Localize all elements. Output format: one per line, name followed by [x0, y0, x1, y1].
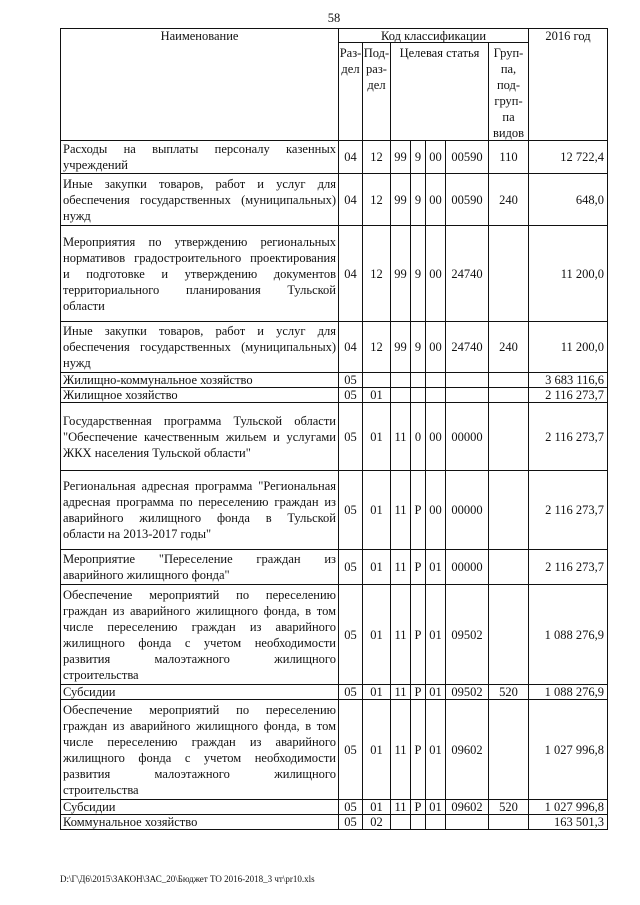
header-expense-type-line: под- — [496, 78, 521, 92]
section-code: 05 — [344, 800, 357, 814]
target-subprogram-code: Р — [414, 685, 422, 699]
section-code-cell — [339, 226, 363, 322]
row-name-cell — [61, 403, 339, 471]
header-expense-type-line: Груп- — [493, 46, 524, 60]
target-direction-code-cell — [446, 141, 489, 174]
target-direction-code-cell — [446, 685, 489, 700]
section-code-cell — [339, 585, 363, 685]
target-program-code: 99 — [394, 150, 407, 164]
target-subprogram-code: Р — [414, 742, 422, 757]
subsection-code: 01 — [370, 627, 383, 642]
section-code-cell — [339, 388, 363, 403]
target-program-code: 99 — [394, 192, 407, 207]
subsection-code-cell — [363, 550, 391, 585]
expense-type-code: 110 — [499, 150, 518, 164]
target-event-code-cell — [426, 141, 446, 174]
row-name-line: Мероприятие "Переселение граждан из — [63, 552, 336, 566]
amount-2016: 11 200,0 — [560, 266, 604, 281]
header-classification-code-cell — [339, 29, 529, 43]
header-name: Наименование — [160, 29, 239, 43]
row-name-cell — [61, 700, 339, 800]
row-name-line: Обеспечение мероприятий по переселению — [63, 702, 336, 717]
subsection-code: 01 — [370, 429, 383, 444]
target-program-code-cell — [391, 322, 411, 373]
target-subprogram-code-cell — [411, 373, 426, 388]
expense-type-code-cell — [489, 226, 529, 322]
amount-2016-cell — [529, 585, 608, 685]
section-code-cell — [339, 800, 363, 815]
target-event-code-cell — [426, 550, 446, 585]
header-target-article-cell — [391, 43, 489, 141]
row-name-line: "Обеспечение качественным жильем и услугами — [63, 429, 336, 444]
section-code-cell — [339, 174, 363, 226]
target-program-code: 11 — [394, 742, 407, 757]
section-code-cell — [339, 550, 363, 585]
row-name-line: строительства — [63, 667, 139, 682]
amount-2016-cell — [529, 700, 608, 800]
target-subprogram-code-cell — [411, 815, 426, 830]
target-program-code-cell — [391, 388, 411, 403]
expense-type-code: 240 — [499, 340, 518, 354]
target-direction-code-cell — [446, 403, 489, 471]
row-name-line: нужд — [63, 208, 91, 223]
section-code: 05 — [344, 742, 357, 757]
subsection-code: 01 — [370, 742, 383, 757]
amount-2016: 1 027 996,8 — [544, 800, 604, 814]
section-code-cell — [339, 322, 363, 373]
row-name-line: Мероприятия по утверждению региональных — [63, 234, 336, 249]
row-name-cell — [61, 388, 339, 403]
target-direction-code: 09602 — [451, 742, 483, 757]
file-path-footer: D:\Г\Д6\2015\ЗАКОН\ЗАС_20\Бюджет ТО 2016-2018_3 чт\pr10.xls — [60, 874, 315, 884]
target-program-code-cell — [391, 550, 411, 585]
row-name-line: адресная программа по переселению граждан из — [63, 495, 336, 509]
target-program-code-cell — [391, 700, 411, 800]
expense-type-code-cell — [489, 700, 529, 800]
subsection-code: 12 — [370, 266, 383, 281]
expense-type-code-cell — [489, 685, 529, 700]
section-code-cell — [339, 685, 363, 700]
row-name-line: нужд — [63, 356, 91, 370]
expense-type-code-cell — [489, 141, 529, 174]
target-event-code: 00 — [429, 150, 442, 164]
row-name-line: Региональная адресная программа "Региональная — [63, 479, 336, 493]
section-code-cell — [339, 403, 363, 471]
row-name-line: Иные закупки товаров, работ и услуг для — [63, 324, 336, 338]
subsection-code-cell — [363, 700, 391, 800]
row-name-line: граждан из аварийного жилищного фонда, в том — [63, 718, 336, 733]
subsection-code-cell — [363, 226, 391, 322]
target-event-code-cell — [426, 174, 446, 226]
amount-2016: 1 027 996,8 — [544, 742, 604, 757]
row-name-cell — [61, 471, 339, 550]
amount-2016-cell — [529, 226, 608, 322]
row-name-cell — [61, 141, 339, 174]
expense-type-code: 240 — [499, 192, 518, 207]
target-direction-code-cell — [446, 388, 489, 403]
target-program-code-cell — [391, 685, 411, 700]
row-name-cell — [61, 800, 339, 815]
target-program-code-cell — [391, 815, 411, 830]
expense-type-code-cell — [489, 322, 529, 373]
target-event-code-cell — [426, 388, 446, 403]
target-event-code: 01 — [429, 685, 442, 699]
row-name-line: Субсидии — [63, 800, 116, 814]
target-direction-code-cell — [446, 800, 489, 815]
subsection-code-cell — [363, 800, 391, 815]
row-name-line: обеспечения государственных (муниципальных) — [63, 340, 336, 354]
row-name-cell — [61, 322, 339, 373]
target-direction-code: 00000 — [451, 503, 483, 517]
expense-type-code-cell — [489, 550, 529, 585]
row-name-line: области — [63, 298, 105, 313]
amount-2016: 1 088 276,9 — [544, 685, 604, 699]
header-expense-type-cell — [489, 43, 529, 141]
target-subprogram-code-cell — [411, 550, 426, 585]
expense-type-code-cell — [489, 403, 529, 471]
target-subprogram-code: 0 — [414, 429, 422, 444]
amount-2016-cell — [529, 403, 608, 471]
target-subprogram-code: 9 — [414, 340, 422, 354]
expense-type-code-cell — [489, 373, 529, 388]
target-event-code: 01 — [429, 742, 442, 757]
row-name-line: числе переселению граждан из аварийного — [63, 619, 336, 634]
budget-table — [60, 28, 608, 830]
row-name-line: обеспечения государственных (муниципальных) — [63, 192, 336, 207]
target-direction-code-cell — [446, 174, 489, 226]
target-subprogram-code: 9 — [414, 192, 422, 207]
section-code-cell — [339, 471, 363, 550]
target-event-code: 00 — [429, 266, 442, 281]
target-direction-code-cell — [446, 815, 489, 830]
amount-2016: 163 501,3 — [554, 815, 604, 829]
target-direction-code-cell — [446, 550, 489, 585]
header-expense-type-line: груп- — [494, 94, 523, 108]
target-program-code-cell — [391, 373, 411, 388]
section-code: 05 — [344, 560, 357, 574]
row-name-cell — [61, 685, 339, 700]
subsection-code: 01 — [370, 503, 383, 517]
row-name-line: Субсидии — [63, 685, 116, 699]
target-event-code-cell — [426, 373, 446, 388]
subsection-code-cell — [363, 403, 391, 471]
target-subprogram-code-cell — [411, 388, 426, 403]
header-section-line: Раз- — [339, 46, 362, 60]
target-event-code-cell — [426, 585, 446, 685]
header-section-line: дел — [341, 62, 360, 76]
amount-2016: 2 116 273,7 — [545, 388, 604, 402]
target-direction-code: 00590 — [451, 150, 483, 164]
subsection-code: 02 — [370, 815, 383, 829]
expense-type-code-cell — [489, 471, 529, 550]
row-name-line: нормативов градостроительного проектирования — [63, 250, 336, 265]
target-subprogram-code: Р — [414, 627, 422, 642]
target-subprogram-code-cell — [411, 174, 426, 226]
target-program-code-cell — [391, 226, 411, 322]
section-code-cell — [339, 141, 363, 174]
subsection-code: 01 — [370, 685, 383, 699]
row-name-line: Расходы на выплаты персоналу казенных — [63, 142, 336, 156]
row-name-line: граждан из аварийного жилищного фонда, в том — [63, 603, 336, 618]
target-subprogram-code-cell — [411, 800, 426, 815]
section-code: 04 — [344, 266, 357, 281]
target-event-code: 01 — [429, 627, 442, 642]
section-code: 05 — [344, 627, 357, 642]
subsection-code-cell — [363, 373, 391, 388]
target-program-code: 99 — [394, 340, 407, 354]
target-direction-code: 09502 — [451, 627, 483, 642]
section-code: 05 — [344, 373, 357, 387]
target-subprogram-code: Р — [414, 800, 422, 814]
target-direction-code: 00000 — [451, 560, 483, 574]
target-program-code: 11 — [394, 800, 407, 814]
amount-2016: 12 722,4 — [560, 150, 604, 164]
header-expense-type-line: па, — [500, 62, 517, 76]
target-program-code-cell — [391, 403, 411, 471]
target-program-code-cell — [391, 174, 411, 226]
target-event-code-cell — [426, 800, 446, 815]
target-subprogram-code: 9 — [414, 266, 422, 281]
section-code: 05 — [344, 503, 357, 517]
target-direction-code: 24740 — [451, 266, 483, 281]
target-event-code-cell — [426, 700, 446, 800]
header-subsection-line: дел — [367, 78, 386, 92]
amount-2016: 3 683 116,6 — [545, 373, 604, 387]
row-name-line: территориального планирования Тульской — [63, 282, 336, 297]
section-code: 05 — [344, 815, 357, 829]
amount-2016: 11 200,0 — [560, 340, 604, 354]
row-name-line: Обеспечение мероприятий по переселению — [63, 587, 336, 602]
target-subprogram-code-cell — [411, 403, 426, 471]
row-name-line: учреждений — [63, 158, 128, 172]
header-year-cell — [529, 29, 608, 141]
row-name-cell — [61, 174, 339, 226]
section-code-cell — [339, 815, 363, 830]
target-event-code-cell — [426, 322, 446, 373]
expense-type-code-cell — [489, 388, 529, 403]
target-program-code-cell — [391, 471, 411, 550]
row-name-line: жилищного фонда с учетом необходимости — [63, 750, 336, 765]
row-name-line: области на 2013-2017 годы" — [63, 527, 212, 541]
row-name-line: жилищного фонда с учетом необходимости — [63, 635, 336, 650]
amount-2016-cell — [529, 141, 608, 174]
target-direction-code-cell — [446, 585, 489, 685]
header-name-cell — [61, 29, 339, 141]
target-subprogram-code-cell — [411, 700, 426, 800]
target-direction-code-cell — [446, 700, 489, 800]
target-direction-code: 09602 — [451, 800, 483, 814]
expense-type-code-cell — [489, 585, 529, 685]
subsection-code-cell — [363, 471, 391, 550]
target-program-code-cell — [391, 800, 411, 815]
page-number: 58 — [327, 11, 341, 25]
row-name-cell — [61, 815, 339, 830]
row-name-cell — [61, 226, 339, 322]
amount-2016-cell — [529, 174, 608, 226]
subsection-code-cell — [363, 174, 391, 226]
target-direction-code-cell — [446, 373, 489, 388]
target-direction-code: 00590 — [451, 192, 483, 207]
row-name-line: развития малоэтажного жилищного — [63, 651, 336, 666]
row-name-line: аварийного жилищного фонда в Тульской — [63, 511, 336, 525]
row-name-line: Жилищно-коммунальное хозяйство — [63, 373, 253, 387]
section-code: 05 — [344, 429, 357, 444]
row-name-line: Жилищное хозяйство — [63, 388, 178, 402]
header-expense-type-line: па — [502, 110, 515, 124]
subsection-code: 01 — [370, 560, 383, 574]
target-program-code-cell — [391, 585, 411, 685]
subsection-code-cell — [363, 388, 391, 403]
amount-2016-cell — [529, 471, 608, 550]
amount-2016: 648,0 — [575, 192, 604, 207]
amount-2016-cell — [529, 815, 608, 830]
target-direction-code-cell — [446, 226, 489, 322]
target-direction-code-cell — [446, 322, 489, 373]
header-expense-type-line: видов — [492, 126, 525, 140]
amount-2016-cell — [529, 800, 608, 815]
subsection-code-cell — [363, 815, 391, 830]
row-name-line: Государственная программа Тульской области — [63, 413, 336, 428]
section-code: 05 — [344, 388, 357, 402]
row-name-cell — [61, 373, 339, 388]
row-name-cell — [61, 550, 339, 585]
subsection-code: 12 — [370, 192, 383, 207]
header-subsection-line: раз- — [366, 62, 387, 76]
target-subprogram-code: 9 — [414, 150, 422, 164]
row-name-line: развития малоэтажного жилищного — [63, 766, 336, 781]
target-event-code: 00 — [429, 340, 442, 354]
target-event-code: 00 — [429, 503, 442, 517]
target-program-code: 11 — [394, 503, 407, 517]
target-program-code: 11 — [394, 627, 407, 642]
row-name-line: Коммунальное хозяйство — [63, 815, 198, 829]
amount-2016-cell — [529, 685, 608, 700]
section-code: 05 — [344, 685, 357, 699]
target-subprogram-code-cell — [411, 685, 426, 700]
subsection-code: 01 — [370, 388, 383, 402]
amount-2016-cell — [529, 373, 608, 388]
target-direction-code-cell — [446, 471, 489, 550]
row-name-line: аварийного жилищного фонда" — [63, 568, 230, 582]
target-program-code: 11 — [394, 685, 407, 699]
target-direction-code: 00000 — [451, 429, 483, 444]
subsection-code-cell — [363, 585, 391, 685]
row-name-line: ЖКХ населения Тульской области" — [63, 445, 251, 460]
section-code: 04 — [344, 150, 357, 164]
header-section-cell — [339, 43, 363, 141]
target-event-code-cell — [426, 815, 446, 830]
subsection-code-cell — [363, 685, 391, 700]
target-event-code: 01 — [429, 560, 442, 574]
target-direction-code: 24740 — [451, 340, 483, 354]
target-event-code: 00 — [429, 429, 442, 444]
target-event-code-cell — [426, 403, 446, 471]
target-subprogram-code-cell — [411, 322, 426, 373]
amount-2016: 2 116 273,7 — [545, 503, 604, 517]
target-subprogram-code-cell — [411, 141, 426, 174]
target-direction-code: 09502 — [451, 685, 483, 699]
target-program-code: 99 — [394, 266, 407, 281]
target-event-code: 00 — [429, 192, 442, 207]
header-target-article: Целевая статья — [399, 46, 480, 60]
target-event-code: 01 — [429, 800, 442, 814]
subsection-code: 12 — [370, 340, 383, 354]
subsection-code: 01 — [370, 800, 383, 814]
target-subprogram-code-cell — [411, 226, 426, 322]
header-subsection-line: Под- — [363, 46, 390, 60]
amount-2016: 1 088 276,9 — [544, 627, 604, 642]
subsection-code-cell — [363, 141, 391, 174]
target-program-code: 11 — [394, 429, 407, 444]
header-classification-code: Код классификации — [380, 29, 487, 43]
row-name-line: числе переселению граждан из аварийного — [63, 734, 336, 749]
row-name-line: Иные закупки товаров, работ и услуг для — [63, 176, 336, 191]
subsection-code: 12 — [370, 150, 383, 164]
subsection-code-cell — [363, 322, 391, 373]
expense-type-code-cell — [489, 174, 529, 226]
target-event-code-cell — [426, 471, 446, 550]
expense-type-code: 520 — [499, 800, 518, 814]
target-program-code: 11 — [394, 560, 407, 574]
header-year: 2016 год — [545, 29, 591, 43]
target-subprogram-code-cell — [411, 471, 426, 550]
target-event-code-cell — [426, 685, 446, 700]
row-name-cell — [61, 585, 339, 685]
amount-2016: 2 116 273,7 — [545, 429, 604, 444]
header-subsection-cell — [363, 43, 391, 141]
row-name-line: строительства — [63, 782, 139, 797]
amount-2016-cell — [529, 322, 608, 373]
target-program-code-cell — [391, 141, 411, 174]
expense-type-code-cell — [489, 800, 529, 815]
target-subprogram-code: Р — [414, 560, 422, 574]
section-code: 04 — [344, 340, 357, 354]
target-subprogram-code: Р — [414, 503, 422, 517]
section-code-cell — [339, 700, 363, 800]
section-code-cell — [339, 373, 363, 388]
amount-2016-cell — [529, 550, 608, 585]
amount-2016-cell — [529, 388, 608, 403]
target-subprogram-code-cell — [411, 585, 426, 685]
amount-2016: 2 116 273,7 — [545, 560, 604, 574]
expense-type-code-cell — [489, 815, 529, 830]
expense-type-code: 520 — [499, 685, 518, 699]
section-code: 04 — [344, 192, 357, 207]
row-name-line: и подготовке и утверждению документов — [63, 266, 336, 281]
target-event-code-cell — [426, 226, 446, 322]
